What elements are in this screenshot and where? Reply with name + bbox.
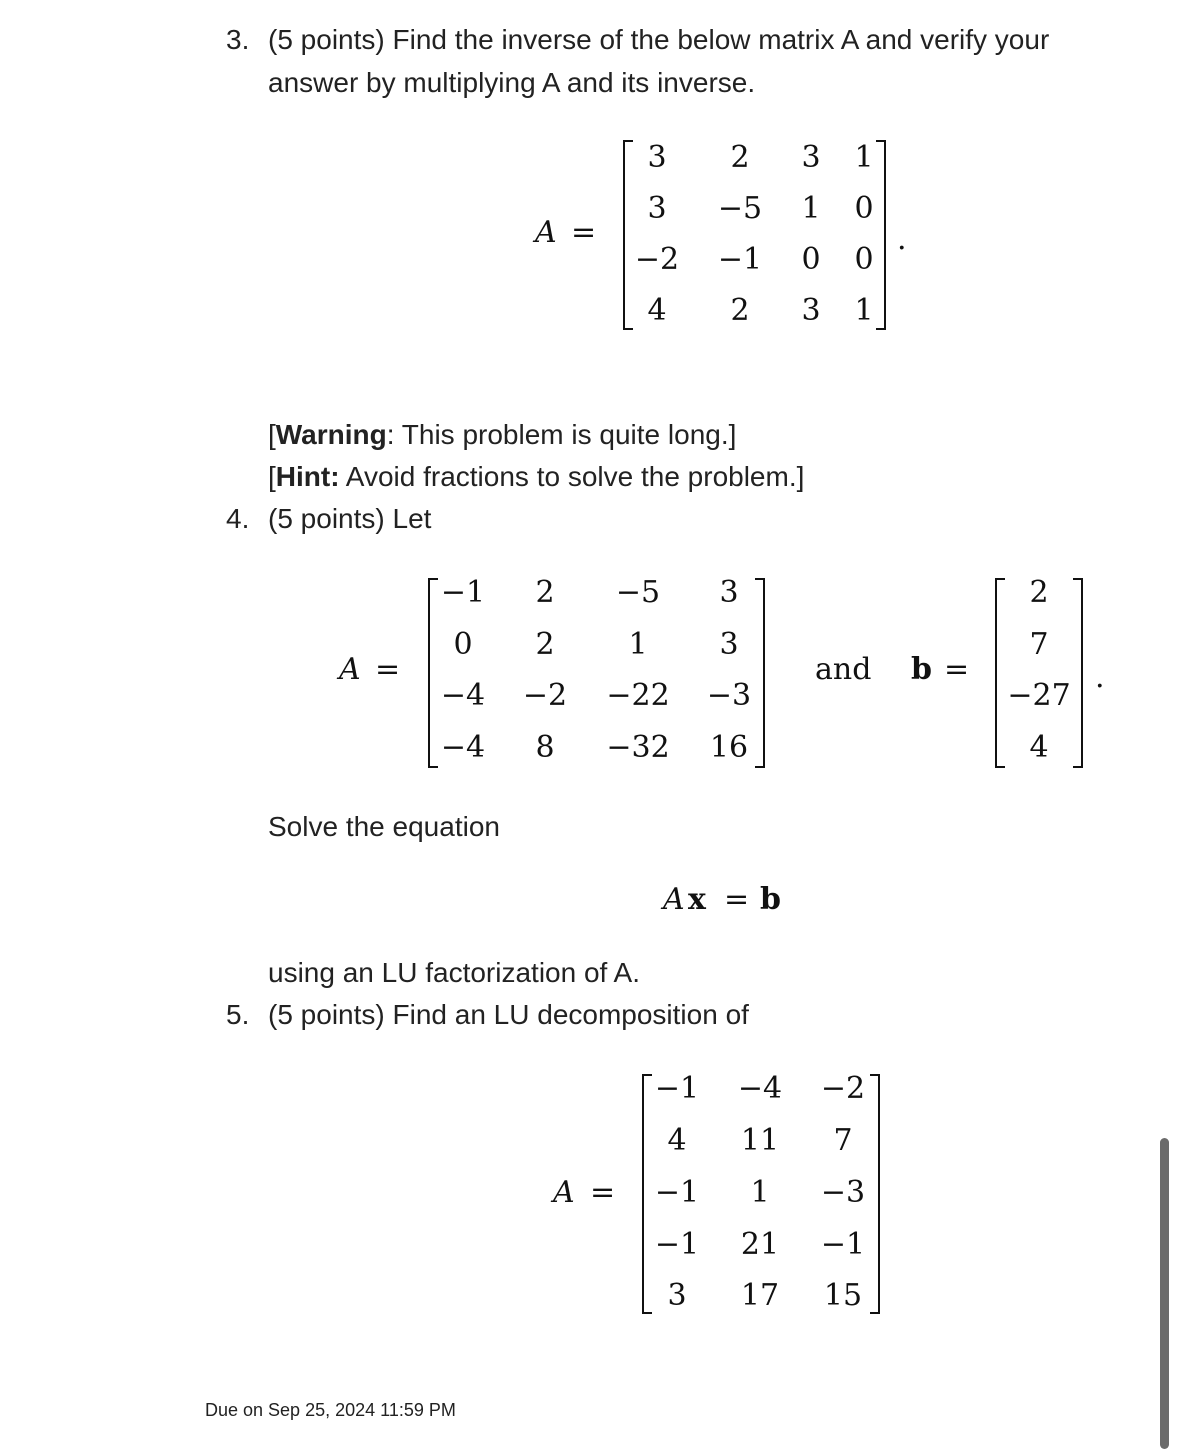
q3-hint-bracket: [: [268, 461, 276, 492]
q5-equals-sign: =: [590, 1175, 616, 1210]
q3-warning-bold: Warning: [275, 419, 387, 450]
q3-matrix-cell-r2-c3: 1: [801, 191, 821, 226]
q3-matrix-cell-r1-c2: 2: [730, 140, 750, 175]
q3-matrix-cell-r1-c1: 3: [647, 140, 667, 175]
scrollbar-thumb[interactable]: [1160, 1138, 1169, 1449]
q4-matrix-cell-r4-c1: −4: [440, 730, 486, 765]
q4-b-label: b: [911, 652, 932, 687]
q3-hint-bold: Hint:: [275, 461, 340, 492]
q4-and: and: [815, 652, 872, 687]
q5-matrix-cell-r1-c3: −2: [820, 1071, 866, 1106]
q3-matrix-cell-r1-c3: 3: [801, 140, 821, 175]
q3-matrix-cell-r4-c4: 1: [854, 293, 874, 328]
q5-matrix-cell-r5-c3: 15: [823, 1278, 863, 1313]
q5-matrix-cell-r5-c2: 17: [740, 1278, 780, 1313]
q4-matrix-label: A: [339, 652, 361, 687]
q4-matrix-cell-r2-c3: 1: [628, 627, 648, 662]
q4-b-vector-cell-r3-c1: −27: [1007, 678, 1071, 713]
q3-matrix-label: A: [535, 215, 557, 250]
q3-hint: [268, 460, 804, 494]
q4-matrix-cell-r2-c4: 3: [719, 627, 739, 662]
q5-matrix-cell-r4-c1: −1: [654, 1227, 700, 1262]
q4-using-text: using an LU factorization of A.: [268, 957, 640, 988]
q3-matrix-cell-r2-c4: 0: [854, 191, 874, 226]
q4-matrix-cell-r3-c1: −4: [440, 678, 486, 713]
q5-matrix-cell-r2-c2: 11: [740, 1123, 780, 1158]
q5-matrix-cell-r3-c3: −3: [820, 1175, 866, 1210]
q3-hint-rest: Avoid fractions to solve the problem.]: [339, 461, 805, 492]
q4-eq-x: x: [688, 882, 706, 917]
q5-matrix-cell-r3-c1: −1: [654, 1175, 700, 1210]
q4-matrix-cell-r3-c4: −3: [706, 678, 752, 713]
q4-matrix-cell-r1-c2: 2: [535, 575, 555, 610]
q3-period: .: [897, 222, 907, 257]
q4-matrix-cell-r4-c3: −32: [606, 730, 670, 765]
q3-matrix-cell-r4-c3: 3: [801, 293, 821, 328]
q4-b-vector-cell-r4-c1: 4: [1029, 730, 1049, 765]
q3-prompt-line2: answer by multiplying A and its inverse.: [268, 67, 756, 98]
q5-matrix-cell-r2-c1: 4: [667, 1123, 687, 1158]
q4-number: 4.: [226, 503, 250, 534]
q5-matrix-cell-r4-c2: 21: [740, 1227, 780, 1262]
q3-warning-rest: : This problem is quite long.]: [386, 419, 737, 450]
q4-matrix-cell-r1-c1: −1: [440, 575, 486, 610]
q4-matrix-cell-r3-c2: −2: [522, 678, 568, 713]
q5-matrix-cell-r4-c3: −1: [820, 1227, 866, 1262]
q3-warning-bracket: [: [268, 419, 276, 450]
q3-matrix-cell-r3-c3: 0: [801, 242, 821, 277]
q4-equals-sign: =: [375, 652, 401, 687]
q4-eq-equals: =: [724, 882, 750, 917]
q3-matrix-cell-r1-c4: 1: [854, 140, 874, 175]
q5-matrix-cell-r2-c3: 7: [833, 1123, 853, 1158]
q4-matrix-cell-r1-c3: −5: [615, 575, 661, 610]
q3-warning: [268, 418, 736, 452]
q4-matrix-cell-r1-c4: 3: [719, 575, 739, 610]
q3-matrix-cell-r2-c1: 3: [647, 191, 667, 226]
q4-eq-b: b: [760, 882, 781, 917]
q5-number: 5.: [226, 999, 250, 1030]
q4-b-right-bracket: [1073, 578, 1083, 768]
q4-matrix-cell-r4-c4: 16: [709, 730, 749, 765]
q4-matrix-cell-r2-c2: 2: [535, 627, 555, 662]
q4-matrix-cell-r4-c2: 8: [535, 730, 555, 765]
q3-prompt-line1: (5 points) Find the inverse of the below matrix A and verify your: [268, 24, 1050, 55]
q3-matrix-cell-r3-c2: −1: [717, 242, 763, 277]
due-date: Due on Sep 25, 2024 11:59 PM: [205, 1400, 456, 1420]
q5-matrix-cell-r5-c1: 3: [667, 1278, 687, 1313]
q5-matrix-label: A: [553, 1175, 575, 1210]
q5-matrix-cell-r3-c2: 1: [750, 1175, 770, 1210]
q4-b-vector-cell-r1-c1: 2: [1029, 575, 1049, 610]
q4-solve-text: Solve the equation: [268, 811, 500, 842]
q4-eq-A: A: [663, 882, 685, 917]
q3-matrix-cell-r3-c4: 0: [854, 242, 874, 277]
q3-equals-sign: =: [571, 215, 597, 250]
q3-matrix-cell-r4-c1: 4: [647, 293, 667, 328]
q3-number: 3.: [226, 24, 250, 55]
q5-matrix-cell-r1-c1: −1: [654, 1071, 700, 1106]
q4-matrix-cell-r2-c1: 0: [453, 627, 473, 662]
q4-period: .: [1095, 660, 1105, 695]
q4-prompt-line1: (5 points) Let: [268, 503, 432, 534]
q3-matrix-cell-r3-c1: −2: [634, 242, 680, 277]
q4-b-equals-sign: =: [944, 652, 970, 687]
q5-matrix-cell-r1-c2: −4: [737, 1071, 783, 1106]
q4-b-vector-cell-r2-c1: 7: [1029, 627, 1049, 662]
q3-matrix-cell-r2-c2: −5: [717, 191, 763, 226]
q3-matrix-cell-r4-c2: 2: [730, 293, 750, 328]
q5-prompt-line1: (5 points) Find an LU decomposition of: [268, 999, 749, 1030]
q4-matrix-cell-r3-c3: −22: [606, 678, 670, 713]
